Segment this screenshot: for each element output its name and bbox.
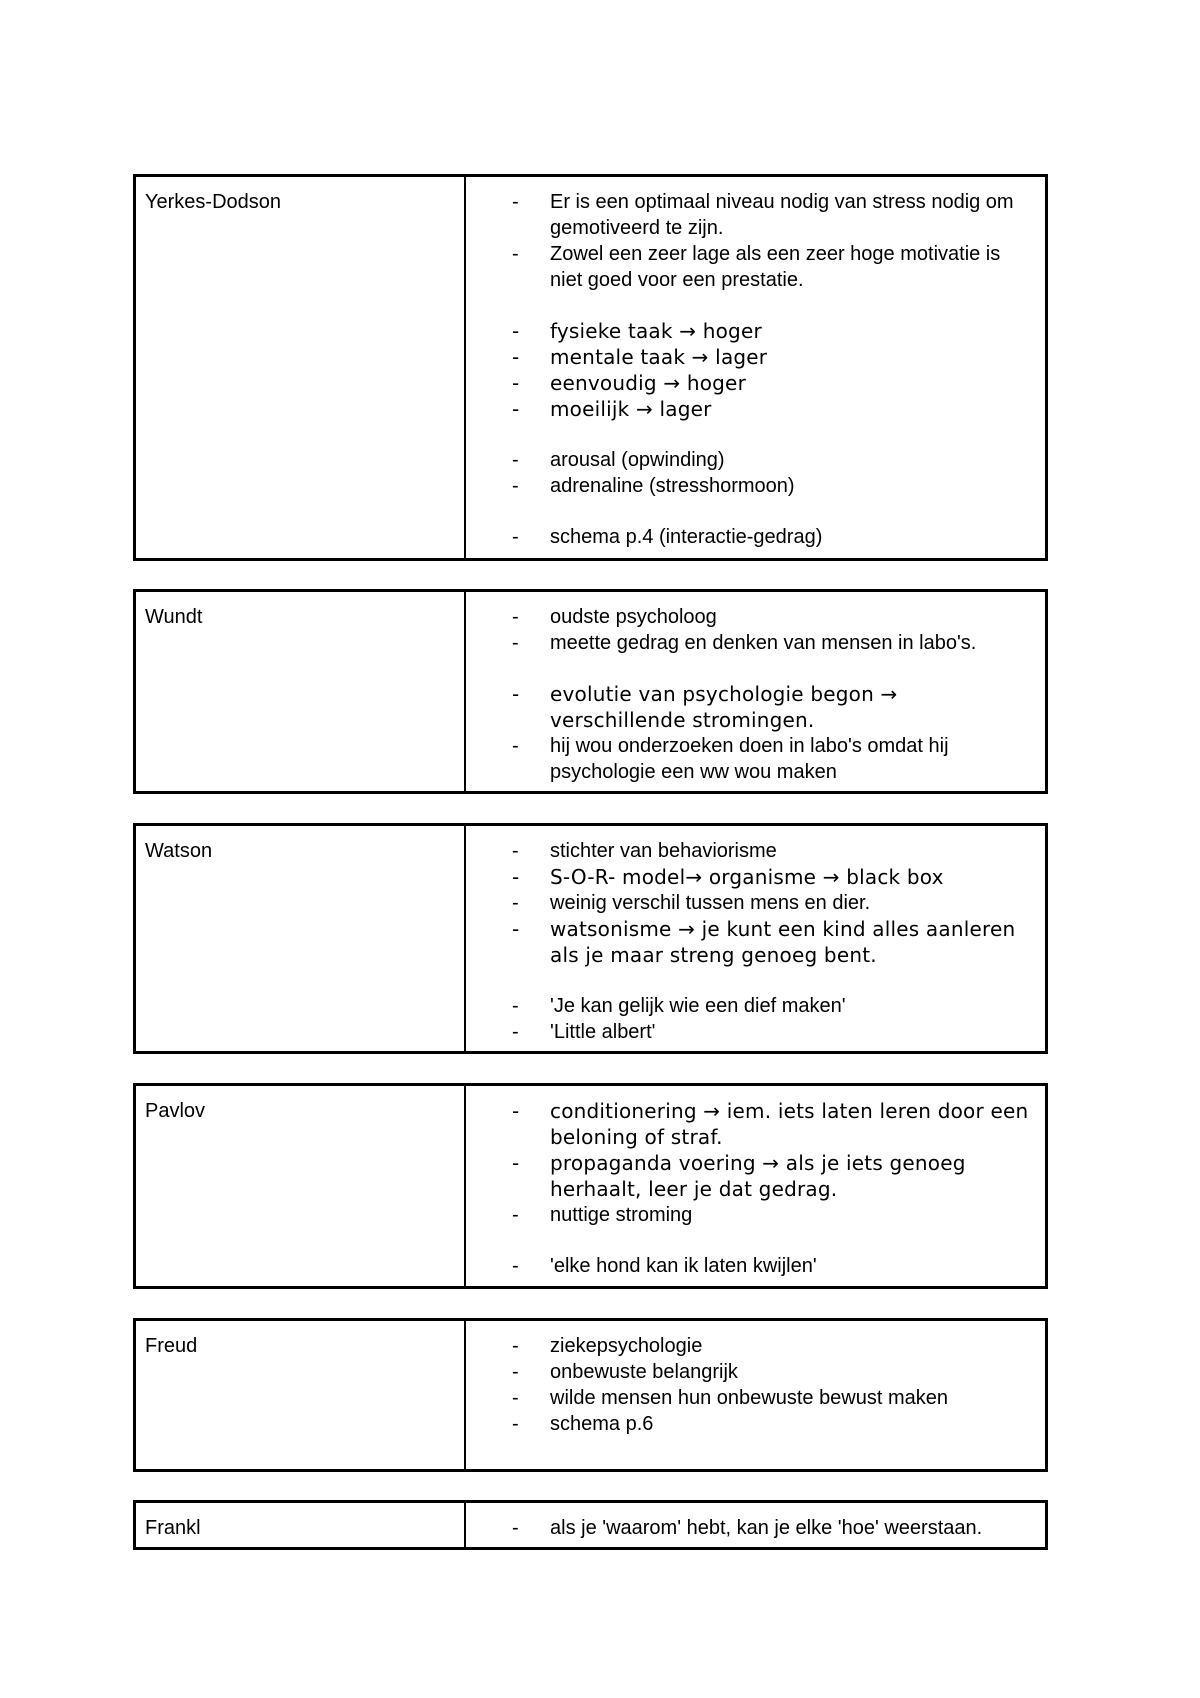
- notes-cell: [466, 592, 1045, 791]
- theorist-name: Frankl: [136, 1503, 466, 1547]
- list-item: - hij wou onderzoeken doen in labo's omdat hij psychologie een ww wou maken: [466, 733, 1035, 785]
- list-item: - moeilijk → lager: [466, 396, 1035, 422]
- list-item: - eenvoudig → hoger: [466, 370, 1035, 396]
- theorist-name: Watson: [136, 826, 466, 1051]
- bullet-list: [466, 1515, 1035, 1541]
- bullet-list: [466, 189, 1035, 550]
- table-watson: [133, 823, 1048, 1054]
- list-item: - arousal (opwinding): [466, 447, 1035, 473]
- list-item: - Er is een optimaal niveau nodig van stress nodig om gemotiveerd te zijn.: [466, 189, 1035, 241]
- list-item: - schema p.4 (interactie-gedrag): [466, 524, 1035, 550]
- theorist-name: Wundt: [136, 592, 466, 791]
- list-item: - watsonisme → je kunt een kind alles aanleren als je maar streng genoeg bent.: [466, 916, 1035, 968]
- bullet-list: [466, 604, 1035, 785]
- bullet-list: [466, 1098, 1035, 1279]
- list-item: - 'Je kan gelijk wie een dief maken': [466, 993, 1035, 1019]
- table-frankl: [133, 1500, 1048, 1550]
- bullet-list: [466, 1333, 1035, 1437]
- table-pavlov: [133, 1083, 1048, 1289]
- list-item: - propaganda voering → als je iets genoeg herhaalt, leer je dat gedrag.: [466, 1150, 1035, 1202]
- theorist-name: Pavlov: [136, 1086, 466, 1286]
- list-item: - onbewuste belangrijk: [466, 1359, 1035, 1385]
- list-item: - weinig verschil tussen mens en dier.: [466, 890, 1035, 916]
- list-item: - ziekepsychologie: [466, 1333, 1035, 1359]
- notes-cell: [466, 826, 1045, 1051]
- list-item: - wilde mensen hun onbewuste bewust maken: [466, 1385, 1035, 1411]
- notes-cell: [466, 177, 1045, 558]
- list-item: - nuttige stroming: [466, 1202, 1035, 1228]
- list-item: - stichter van behaviorisme: [466, 838, 1035, 864]
- table-wundt: [133, 589, 1048, 794]
- table-freud: [133, 1318, 1048, 1472]
- list-item: - conditionering → iem. iets laten leren door een beloning of straf.: [466, 1098, 1035, 1150]
- list-item: - evolutie van psychologie begon → verschillende stromingen.: [466, 681, 1035, 733]
- table-yerkes-dodson: [133, 174, 1048, 561]
- notes-cell: [466, 1321, 1045, 1469]
- theorist-name: Yerkes-Dodson: [136, 177, 466, 558]
- list-item: - 'Little albert': [466, 1019, 1035, 1045]
- notes-cell: [466, 1086, 1045, 1286]
- list-item: - als je 'waarom' hebt, kan je elke 'hoe' weerstaan.: [466, 1515, 1035, 1541]
- list-item: - S-O-R- model→ organisme → black box: [466, 864, 1035, 890]
- list-item: - schema p.6: [466, 1411, 1035, 1437]
- bullet-list: [466, 838, 1035, 1045]
- notes-cell: [466, 1503, 1045, 1547]
- list-item: - 'elke hond kan ik laten kwijlen': [466, 1253, 1035, 1279]
- list-item: - meette gedrag en denken van mensen in labo's.: [466, 630, 1035, 656]
- list-item: - Zowel een zeer lage als een zeer hoge motivatie is niet goed voor een prestatie.: [466, 241, 1035, 293]
- theorist-name: Freud: [136, 1321, 466, 1469]
- list-item: - fysieke taak → hoger: [466, 318, 1035, 344]
- list-item: - mentale taak → lager: [466, 344, 1035, 370]
- list-item: - oudste psycholoog: [466, 604, 1035, 630]
- list-item: - adrenaline (stresshormoon): [466, 473, 1035, 499]
